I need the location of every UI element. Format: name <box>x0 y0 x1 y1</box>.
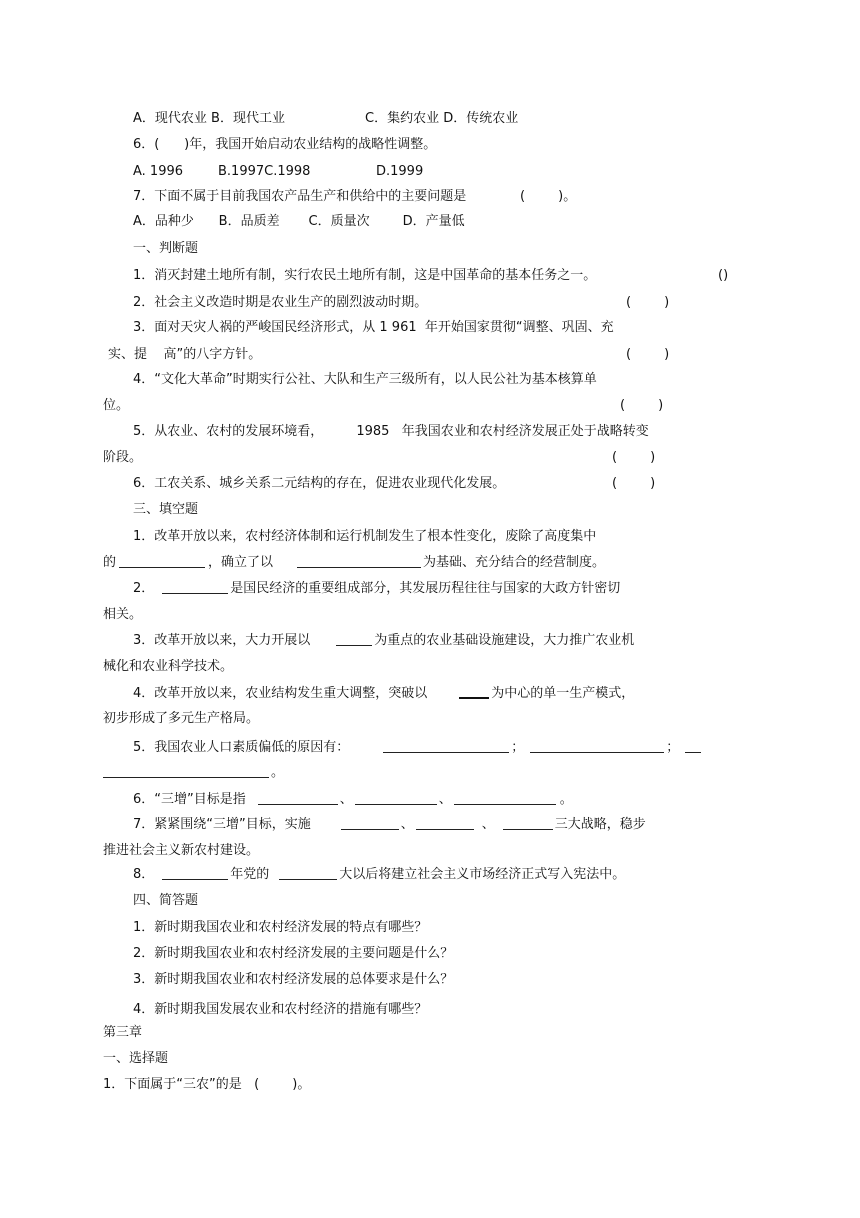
q7-paren: ( )。 <box>520 189 577 204</box>
fill-q5-text: 5．我国农业人口素质偏低的原因有： <box>133 740 350 755</box>
fill-q4-text2: 为中心的单一生产模式， <box>491 686 635 701</box>
fill-q7-line2: 推进社会主义新农村建设。 <box>103 843 260 858</box>
fill-q8-blank-1[interactable] <box>162 867 228 880</box>
judge-item-4-line2: 位。 <box>103 398 130 413</box>
fill-q6-text: 6．“三增”目标是指 <box>133 792 246 807</box>
fill-q5-end: 。 <box>271 765 285 780</box>
fill-q4-line2: 初步形成了多元生产格局。 <box>103 711 260 726</box>
short-item-1: 1．新时期我国农业和农村经济发展的特点有哪些？ <box>133 920 428 935</box>
judge-item-1: 1．消灭封建土地所有制，实行农民土地所有制，这是中国革命的基本任务之一。 <box>133 268 597 283</box>
fill-q6-blank-3[interactable] <box>454 792 556 805</box>
chapter3-section-heading: 一、选择题 <box>103 1051 169 1066</box>
judge-item-6-paren: ( ) <box>612 476 656 491</box>
chapter-title: 第三章 <box>103 1025 143 1040</box>
judge-item-3-paren: ( ) <box>626 347 670 362</box>
judge-item-4-paren: ( ) <box>620 398 664 413</box>
fill-q4-text: 4．改革开放以来，农业结构发生重大调整，突破以 <box>133 686 428 701</box>
fill-q5-blank-1[interactable] <box>383 740 509 753</box>
fill-q2-num: 2． <box>133 581 155 596</box>
fill-q3-text2: 为重点的农业基础设施建设，大力推广农业机 <box>374 633 635 648</box>
fill-q1-suffix: 为基础、充分结合的经营制度。 <box>423 555 606 570</box>
fill-q3-line1 <box>133 633 634 649</box>
fill-q8-line <box>133 867 625 883</box>
q6-stem: 6．( )年，我国开始启动农业结构的战略性调整。 <box>133 137 437 152</box>
fill-q7-blank-1[interactable] <box>341 817 399 830</box>
fill-q2-line2: 相关。 <box>103 607 143 622</box>
judge-item-5-paren: ( ) <box>612 450 656 465</box>
fill-q6-sep-1: 、 <box>339 792 353 807</box>
fill-q7-sep-2: 、 <box>481 817 495 832</box>
judge-item-6: 6．工农关系、城乡关系二元结构的存在，促进农业现代化发展。 <box>133 476 506 491</box>
fill-q1-blank-1[interactable] <box>119 555 205 568</box>
short-item-2: 2．新时期我国农业和农村经济发展的主要问题是什么？ <box>133 946 454 961</box>
judge-item-3-line2: 实、提 高”的八字方针。 <box>108 347 262 362</box>
fill-q3-text: 3．改革开放以来，大力开展以 <box>133 633 311 648</box>
short-item-3: 3．新时期我国农业和农村经济发展的总体要求是什么？ <box>133 972 454 987</box>
section-judge-heading: 一、判断题 <box>133 241 199 256</box>
judge-item-3-line1: 3．面对天灾人祸的严峻国民经济形式，从 1 961 年开始国家贯彻“调整、巩固、充 <box>133 320 614 335</box>
fill-q5-line1 <box>133 740 701 756</box>
fill-q5-blank-2[interactable] <box>530 740 664 753</box>
fill-q6-line <box>133 792 573 808</box>
fill-q5-blank-3-start[interactable] <box>685 740 701 753</box>
q6-option-bc: B.1997C.1998 <box>218 164 311 179</box>
q7-stem: 7．下面不属于目前我国农产品生产和供给中的主要问题是 <box>133 189 467 204</box>
fill-q7-text: 7．紧紧围绕“三增”目标，实施 <box>133 817 311 832</box>
fill-q2-line1 <box>133 581 620 597</box>
fill-q5-sep-1: ； <box>511 740 525 755</box>
fill-q7-blank-2[interactable] <box>416 817 474 830</box>
fill-q3-line2: 械化和农业科学技术。 <box>103 659 234 674</box>
judge-item-5-line1: 5．从农业、农村的发展环境看， 1985 年我国农业和农村经济发展正处于战略转变 <box>133 424 649 439</box>
fill-q1-prefix: 的 <box>103 555 117 570</box>
fill-q6-blank-1[interactable] <box>258 792 338 805</box>
fill-q1-line2 <box>103 555 605 571</box>
fill-q1-blank-2[interactable] <box>297 555 421 568</box>
fill-q8-blank-2[interactable] <box>279 867 337 880</box>
fill-q7-blank-3[interactable] <box>503 817 553 830</box>
judge-item-2: 2．社会主义改造时期是农业生产的剧烈波动时期。 <box>133 295 428 310</box>
section-fill-heading: 三、填空题 <box>133 502 199 517</box>
fill-q8-text: 年党的 <box>230 867 270 882</box>
q7-options: A．品种少 B．品质差 C．质量次 D．产量低 <box>133 214 465 229</box>
fill-q7-line1 <box>133 817 646 833</box>
fill-q6-blank-2[interactable] <box>355 792 437 805</box>
fill-q7-text2: 三大战略，稳步 <box>554 817 646 832</box>
fill-q7-sep-1: 、 <box>400 817 414 832</box>
q5-option-cd: C．集约农业 D．传统农业 <box>365 111 519 126</box>
section-short-heading: 四、简答题 <box>133 893 199 908</box>
judge-item-5-line2: 阶段。 <box>103 450 143 465</box>
fill-q3-blank[interactable] <box>336 633 372 646</box>
fill-q2-blank[interactable] <box>162 581 228 594</box>
judge-item-1-paren: () <box>718 268 729 283</box>
q6-option-d: D.1999 <box>376 164 424 179</box>
fill-q5-sep-2: ； <box>666 740 680 755</box>
fill-q5-blank-3[interactable] <box>103 765 269 778</box>
fill-q4-blank[interactable] <box>459 685 489 699</box>
fill-q1-line1: 1．改革开放以来，农村经济体制和运行机制发生了根本性变化，废除了高度集中 <box>133 529 597 544</box>
judge-item-2-paren: ( ) <box>626 295 670 310</box>
short-item-4: 4．新时期我国发展农业和农村经济的措施有哪些？ <box>133 1002 428 1017</box>
fill-q6-sep-2: 、 <box>438 792 452 807</box>
q5-option-ab: A．现代农业 B．现代工业 <box>133 111 285 126</box>
fill-q6-end: 。 <box>559 792 573 807</box>
judge-item-4-line1: 4．“文化大革命”时期实行公社、大队和生产三级所有，以人民公社为基本核算单 <box>133 372 597 387</box>
fill-q1-middle: ，确立了以 <box>208 555 274 570</box>
q6-option-a: A. 1996 <box>133 164 184 179</box>
fill-q8-num: 8． <box>133 867 155 882</box>
chapter3-q1: 1．下面属于“三农”的是 ( )。 <box>103 1077 311 1092</box>
fill-q8-text2: 大以后将建立社会主义市场经济正式写入宪法中。 <box>339 867 626 882</box>
fill-q4-line1 <box>133 685 634 702</box>
fill-q5-line2 <box>103 765 284 781</box>
fill-q2-text: 是国民经济的重要组成部分，其发展历程往往与国家的大政方针密切 <box>230 581 621 596</box>
